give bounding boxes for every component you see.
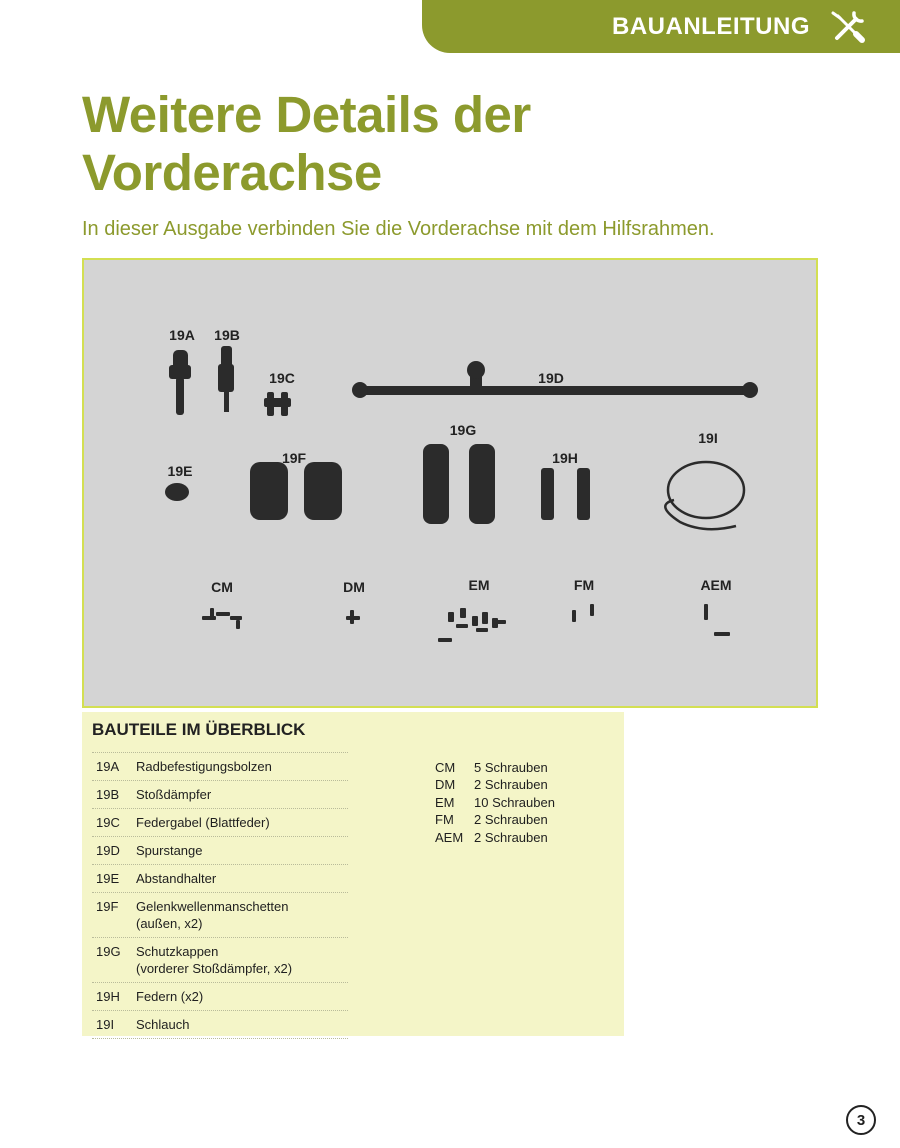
screw-code: DM [435, 777, 456, 793]
page-number: 3 [846, 1105, 876, 1135]
list-item [92, 780, 348, 808]
part-name [136, 898, 348, 932]
part-code: 19C [96, 815, 120, 830]
photo-label-19e: 19E [167, 463, 193, 479]
list-item [92, 864, 348, 892]
photo-label-19b: 19B [214, 327, 240, 343]
list-item [92, 836, 348, 864]
screw-code: AEM [435, 829, 464, 845]
parts-overview-title: BAUTEILE IM ÜBERBLICK [92, 720, 306, 739]
part-code: 19F [96, 899, 119, 914]
photo-label-fm: FM [573, 577, 595, 593]
page-subtitle: In dieser Ausgabe verbinden Sie die Vorderachse mit dem Hilfsrahmen. [82, 218, 715, 240]
list-item [435, 811, 555, 828]
screw-list [435, 759, 555, 846]
photo-label-dm: DM [343, 579, 365, 595]
screw-code: FM [435, 812, 454, 828]
list-item [92, 1010, 348, 1039]
part-code: 19B [96, 787, 120, 802]
part-name: Stoßdämpfer [136, 787, 212, 802]
list-item [435, 829, 555, 846]
list-item [92, 892, 348, 937]
photo-label-19h: 19H [552, 450, 578, 466]
list-item [435, 776, 555, 793]
part-code: 19A [96, 759, 120, 774]
tools-icon [828, 7, 868, 47]
page-title [82, 86, 531, 202]
part-name-line-2: (vorderer Stoßdämpfer, x2) [136, 961, 293, 976]
part-code: 19H [96, 989, 120, 1004]
part-code: 19G [96, 944, 121, 959]
part-name: Radbefestigungsbolzen [136, 759, 272, 774]
photo-label-19i: 19I [698, 430, 718, 446]
part-name-line-2: (außen, x2) [136, 916, 203, 931]
photo-label-19c: 19C [269, 370, 295, 386]
section-header-tab [422, 0, 900, 53]
screw-desc: 2 Schrauben [474, 829, 548, 845]
screw-code: EM [435, 794, 455, 810]
part-name [136, 943, 348, 977]
screw-code: CM [435, 760, 456, 775]
parts-overview-box [82, 712, 624, 1036]
list-item [435, 759, 555, 776]
parts-list [92, 752, 348, 1039]
part-name: Federgabel (Blattfeder) [136, 815, 270, 830]
photo-label-19f: 19F [281, 450, 307, 466]
photo-label-19a: 19A [169, 327, 195, 343]
list-item [92, 982, 348, 1010]
photo-label-aem: AEM [700, 577, 732, 593]
screw-desc: 10 Schrauben [474, 794, 555, 810]
list-item [435, 794, 555, 811]
page-title-line-2: Vorderachse [82, 144, 382, 201]
part-code: 19I [96, 1017, 115, 1032]
section-label: BAUANLEITUNG [612, 12, 810, 40]
part-name-line-1: Schutzkappen [136, 944, 219, 959]
photo-label-cm: CM [211, 579, 233, 595]
part-name: Abstandhalter [136, 871, 217, 886]
screw-desc: 2 Schrauben [474, 812, 548, 828]
list-item [92, 937, 348, 982]
part-name: Schlauch [136, 1017, 190, 1032]
photo-label-19g: 19G [449, 422, 477, 438]
page-title-line-1: Weitere Details der [82, 86, 531, 143]
part-name: Spurstange [136, 843, 203, 858]
part-code: 19D [96, 843, 120, 858]
part-name: Federn (x2) [136, 989, 204, 1004]
screw-desc: 5 Schrauben [474, 760, 548, 775]
photo-label-19d: 19D [538, 370, 564, 386]
part-name-line-1: Gelenkwellenmanschetten [136, 899, 289, 914]
list-item [92, 752, 348, 780]
list-item [92, 808, 348, 836]
parts-photo [82, 258, 818, 708]
part-code: 19E [96, 871, 120, 886]
photo-label-em: EM [468, 577, 490, 593]
screw-desc: 2 Schrauben [474, 777, 548, 793]
